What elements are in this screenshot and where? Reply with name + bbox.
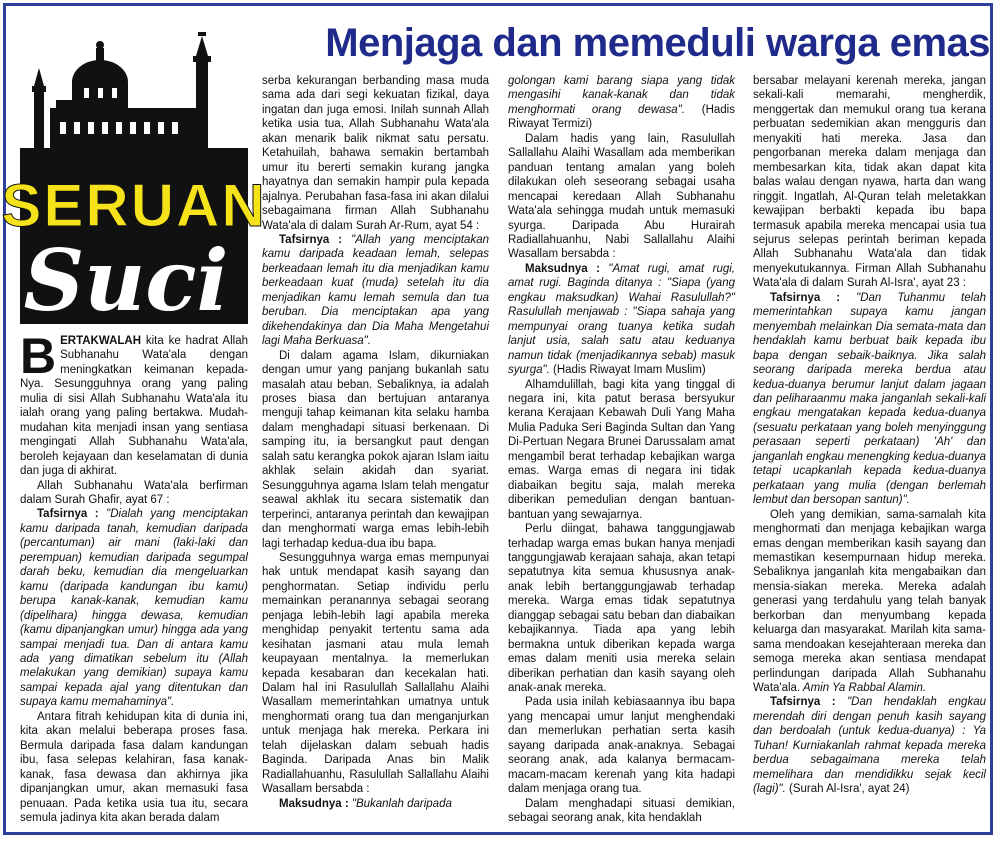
tafsir-paragraph	[753, 695, 986, 796]
logo-word-suci: Suci	[23, 231, 229, 330]
article-column-3	[508, 74, 735, 834]
logo-word-seruan: SERUAN	[1, 172, 267, 239]
headline: Menjaga dan memeduli warga emas	[325, 21, 990, 65]
paragraph: Dalam menghadapi situasi demikian, sebagai seorang anak, kita hendaklah	[508, 797, 735, 825]
tafsir-paragraph	[20, 507, 248, 709]
maksud-quote: "Bukanlah daripada	[348, 797, 452, 810]
tafsir-paragraph	[753, 291, 986, 508]
surah-source: (Surah Al-Isra', ayat 24)	[785, 783, 910, 796]
amin-text: Amin Ya Rabbal Alamin.	[800, 682, 927, 695]
tafsir-quote: "Dialah yang menciptakan kamu daripada tanah, kemudian daripada (percantuman) air mani (laki-laki dan perempuan) kemudian daripada segumpal darah beku, kemudian dia mengeluarkan kamu (daripada kandungan ibu kamu) berupa kanak-kanak, kemudian kamu (dipelihara) hingga dewasa, kemudian (kamu dipanjangkan umur) hingga ada yang sampai menjadi tua. Dan di antara kamu ada yang dimatikan sebelum itu (Allah melakukan yang demikian) supaya kamu sampai kepada ajal yang ditentukan dan supaya kamu memahaminya".	[20, 508, 248, 709]
tafsir-label: Tafsirnya :	[279, 233, 343, 246]
tafsir-quote: "Dan hendaklah engkau merendah diri dengan penuh kasih sayang dan berdoalah (untuk kedua-duanya) : Ya Tuhan! Kurniakanlah rahmat kepada mereka berdua sebagaimana mereka telah memelihara dan mendidikku sejak kecil (lagi)".	[753, 696, 986, 796]
article-column-1	[20, 328, 248, 834]
intro-paragraph	[20, 328, 248, 479]
paragraph: Di dalam agama Islam, dikurniakan dengan umur yang panjang bukanlah satu masalah atau beban. Sebaliknya, ia adalah proses biasa dan bertujuan antaranya menguji tahap keimanan kita selaku hamba dalam menghadapi situasi berkenaan. Di samping itu, ia bersangkut paut dengan salah satu kerangka pokok ajaran Islam iaitu akhlak selain akidah dan syariat. Sesungguhnya agama Islam telah mengatur seawal akhlak itu secara sistematik dan terperinci, antaranya perintah dan kewajipan dan menghormati warga emas lebih-lebih lagi terhadap kedua-dua ibu bapa.	[262, 349, 489, 550]
tafsir-paragraph	[262, 233, 489, 349]
paragraph: bersabar melayani kerenah mereka, jangan sekali-kali memarahi, mengherdik, menggertak dan memukul orang tua kerana perbuatan sedemikian akan mengguris dan menyakiti hati mereka. Jasa dan pengorbanan mereka dalam menjaga dan membesarkan kita, tidak akan dapat kita balas walau dengan nyawa, harta dan wang ringgit. Ingatlah, Al-Quran telah meletakkan kewajipan berbakti kepada ibu bapa termasuk apabila mereka mencapai usia tua sejurus selepas perintah beriman kepada Allah Subhanahu Wata'ala dan tidak menyekutukannya. Firman Allah Subhanahu Wata'ala di dalam Surah Al-Isra', ayat 23 :	[753, 75, 986, 290]
tafsir-quote: "Allah yang menciptakan kamu daripada keadaan lemah, selepas berkeadaan lemah itu dia menjadikan kamu berkeadaan kuat (muda) setelah itu dia menjadikan kamu lemah semula dan tua beruban. Dia menciptakan apa yang dikehendakinya dan Dia Maha Mengetahui lagi Maha Berkuasa".	[262, 233, 489, 348]
tafsir-label: Tafsirnya :	[37, 508, 99, 521]
article-column-2	[262, 74, 489, 834]
paragraph: Alhamdulillah, bagi kita yang tinggal di negara ini, kita patut berasa bersyukur kerana Kerajaan Kebawah Duli Yang Maha Mulia Paduka Seri Baginda Sultan dan Yang Di-Pertuan Negara Brunei Darussalam amat mengambil berat terhadap kebajikan warga emas. Warga emas di negara ini tidak diabaikan begitu saja, malah mereka diberikan pemedulian dengan bantuan-bantuan yang sewajarnya.	[508, 378, 735, 521]
drop-cap: B	[20, 328, 57, 384]
tafsir-quote: "Dan Tuhanmu telah memerintahkan supaya kamu jangan menyembah melainkan Dia semata-mata dan hendaklah kamu berbuat baik kepada ibu bapa dengan sebaik-baiknya. Jika salah seorang daripada mereka berdua atau kedua-duanya berumur lanjut dalam jagaan dan peliharaanmu maka janganlah sekali-kali engkau mengatakan kepada kedua-duanya (sesuatu perkataan yang boleh menyinggung perasaan seperti perkataan) 'Ah' dan janganlah engkau menengking kedua-duanya tetapi ucapkanlah kepada kedua-duanya perkataan yang mulia (dengan berlemah lembut dan bersopan santun)".	[753, 291, 986, 507]
mosque-silhouette-icon	[1, 30, 267, 330]
paragraph: Allah Subhanahu Wata'ala berfirman dalam Surah Ghafir, ayat 67 :	[20, 479, 248, 506]
paragraph: serba kekurangan berbanding masa muda sama ada dari segi kekuatan fizikal, daya ingatan dan juga emosi. Inilah sunnah Allah ketika usia tua, Allah Subhanahu Wata'ala akan menarik balik nikmat satu persatu. Ketahuilah, bahawa semakin bertambah umur itu bererti semakin kurang jangka hayatnya dan semakin hampir pula kepada ajalnya. Perubahan fasa-fasa ini akan dilalui sebagaimana firman Allah Subhanahu Wata'ala di dalam Surah Ar-Rum, ayat 54 :	[262, 75, 489, 232]
closing-text: Oleh yang demikian, sama-samalah kita menghormati dan menjaga kebajikan warga emas dengan memberikan kasih sayang dan memastikan kesempurnaan hidup mereka. Sebaliknya janganlah kita mengabaikan dan mensia-siakan mereka. Mereka adalah generasi yang terdahulu yang telah banyak berkorban dan menyumbang kepada keluarga dan masyarakat. Marilah kita sama-sama mendoakan kesejahteraan mereka dan semoga mereka akan sentiasa mendapat perlindungan daripada Allah Subhanahu Wata'ala.	[753, 508, 986, 695]
maksud-quote: "Amat rugi, amat rugi, amat rugi. Baginda ditanya : "Siapa (yang engkau maksudkan) Wahai Rasulullah?" Rasulullah menjawab : "Siapa sahaja yang mempunyai orang tuanya ketika sudah lanjut usia, salah satu atau keduanya namun tidak (menjadikannya sebab) masuk syurga".	[508, 262, 735, 377]
seruan-suci-logo	[1, 30, 267, 330]
paragraph: Dalam hadis yang lain, Rasulullah Sallallahu Alaihi Wasallam ada memberikan panduan tentang amalan yang boleh dilakukan oleh seseorang sebagai usaha mencapai keredaan Allah Subhanahu Wata'ala sehingga mudah untuk memasuki syurga. Daripada Abu Hurairah Radiallahuanhu, Nabi Sallallahu Alaihi Wasallam bersabda :	[508, 132, 735, 261]
paragraph	[753, 508, 986, 696]
paragraph	[508, 74, 735, 132]
maksud-label: Maksudnya :	[525, 262, 600, 275]
intro-lead: ERTAKWALAH	[60, 335, 142, 347]
paragraph: Perlu diingat, bahawa tanggungjawab terhadap warga emas bukan hanya menjadi tanggungjawab kerajaan sahaja, akan tetapi sepatutnya kita semua khususnya anak-anak lebih bertanggungjawab terhadap mereka. Warga emas tidak sepatutnya dianggap sebagai satu beban dan diabaikan kebajikannya. Tiada apa yang lebih bermakna untuk diberikan kepada warga emas dalam meniti usia mereka selain diberikan perhatian dan kasih sayang oleh anak-anak mereka.	[508, 523, 735, 695]
maksud-paragraph	[508, 262, 735, 378]
hadith-source: (Hadis Riwayat Termizi)	[508, 103, 735, 131]
paragraph: Sesungguhnya warga emas mempunyai hak untuk mendapat kasih sayang dan penghormatan. Setiap individu perlu memainkan peranannya sebagai seorang penjaga lebih-lebih lagi apabila mereka menghidap penyakit tertentu sama ada kesihatan jasmani atau mula lemah keupayaan mentalnya. Ia memerlukan kepada kesabaran dan kecekalan hati. Dalam hal ini Rasulullah Sallallahu Alaihi Wasallam memerintahkan umatnya untuk menghormati orang tua dan menganjurkan untuk menjaga hak mereka. Perkara ini telah dijelaskan dalam sebuah hadis Baginda. Daripada Anas bin Malik Radiallahuanhu, Rasulullah Sallallahu Alaihi Wasallam bersabda :	[262, 551, 489, 796]
paragraph: Antara fitrah kehidupan kita di dunia ini, kita akan melalui beberapa proses fasa. Bermula daripada fasa dalam kandungan ibu, fasa selepas kelahiran, fasa kanak-kanak, fasa dewasa dan akhirnya jika dipanjangkan umur, akan memasuki fasa penuaan. Pada ketika usia tua itu, secara semula jadinya kita akan berada dalam	[20, 710, 248, 824]
hadith-source: (Hadis Riwayat Imam Muslim)	[549, 364, 706, 377]
hadith-quote: golongan kami barang siapa yang tidak mengasihi kanak-kanak dan tidak menghormati orang dewasa".	[508, 75, 735, 116]
maksud-paragraph	[262, 797, 489, 811]
intro-text: kita ke hadrat Allah Subhanahu Wata'ala dengan meningkatkan keimanan kepada-Nya. Sesungguhnya orang yang paling mulia di sisi Allah Subhanahu Wata'ala itu ialah orang yang paling bertakwa. Mudah-mudahan kita menjadi insan yang sentiasa mengingati Allah Subhanahu Wata'ala, beroleh kejayaan dan keselamatan di dunia dan juga di akhirat.	[20, 335, 248, 478]
article-column-4	[753, 74, 986, 834]
paragraph: Pada usia inilah kebiasaannya ibu bapa yang mencapai umur lanjut menghendaki dan memerlukan perhatian serta kasih sayang daripada anak-anaknya. Sebagai seorang anak, ada kalanya bermacam-macam-macam kerenah yang kita hadapi dalam menjaga orang tua.	[508, 696, 735, 796]
tafsir-label: Tafsirnya :	[770, 291, 841, 304]
tafsir-label: Tafsirnya :	[770, 696, 836, 709]
maksud-label: Maksudnya :	[279, 797, 349, 810]
